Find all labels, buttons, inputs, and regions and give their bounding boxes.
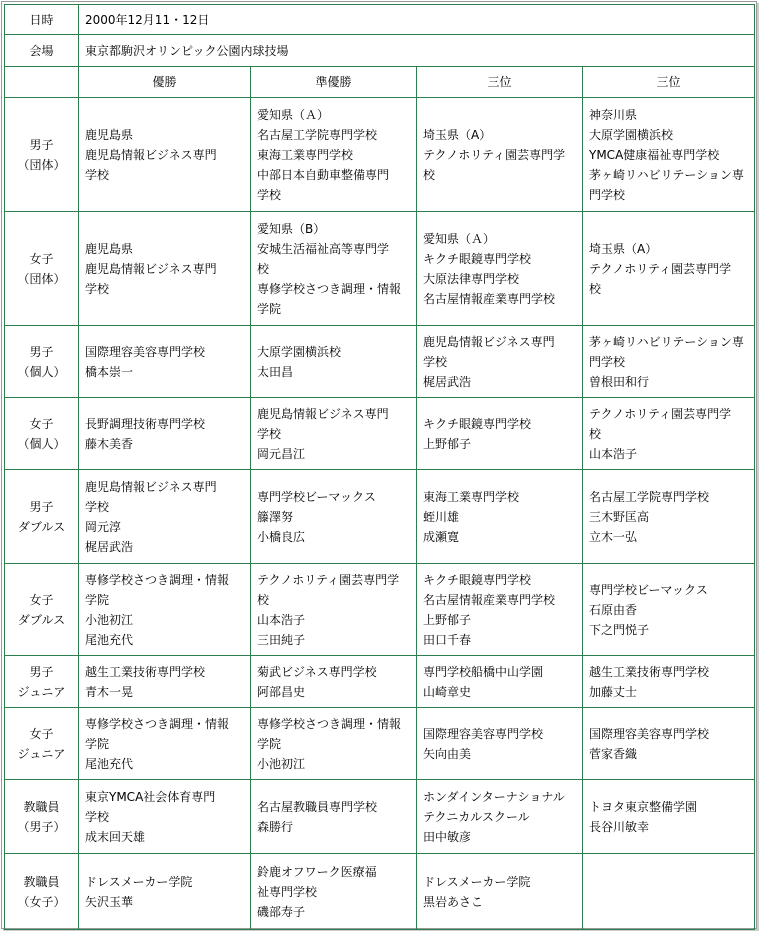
- result-line: 専修学校さつき調理・情報: [257, 281, 402, 296]
- result-line: 鹿児島情報ビジネス専門: [85, 261, 217, 276]
- result-line: 埼玉県（A）: [423, 127, 492, 142]
- result-line: YMCA健康福祉専門学校: [589, 147, 720, 162]
- result-line: キクチ眼鏡専門学校: [423, 416, 532, 431]
- header-row: [5, 67, 755, 98]
- result-line: 太田昌: [257, 364, 294, 379]
- result-line: 学院: [257, 736, 282, 751]
- result-line: 田口千春: [423, 632, 472, 647]
- result-cell-third-a: [417, 326, 583, 398]
- result-line: 尾池充代: [85, 756, 134, 771]
- result-line: 橋本崇一: [85, 364, 134, 379]
- date-row: [5, 5, 755, 35]
- result-row: [5, 470, 755, 564]
- result-cell-winner: [79, 854, 251, 930]
- result-cell-runner-up: [251, 470, 417, 564]
- result-line: 山本浩子: [257, 612, 306, 627]
- result-cell-third-b: [583, 564, 755, 656]
- result-line: 鹿児島情報ビジネス専門: [85, 479, 217, 494]
- result-line: 愛知県（Ａ）: [423, 231, 496, 246]
- category-label: [5, 398, 79, 470]
- result-cell-third-a: [417, 708, 583, 780]
- result-line: 上野郁子: [423, 436, 472, 451]
- header-runner-up: 準優勝: [251, 67, 417, 98]
- result-line: 菊武ビジネス専門学校: [257, 664, 377, 679]
- result-cell-third-a: [417, 564, 583, 656]
- category-line: 女子: [29, 251, 54, 266]
- result-line: 曽根田和行: [589, 374, 650, 389]
- results-table: [4, 4, 755, 930]
- result-cell-third-b: [583, 854, 755, 930]
- result-row: [5, 212, 755, 326]
- result-row: [5, 398, 755, 470]
- result-line: 小池初江: [257, 756, 306, 771]
- result-line: 尾池充代: [85, 632, 134, 647]
- result-line: 青木一晃: [85, 684, 134, 699]
- result-line: 学校: [257, 187, 282, 202]
- result-line: 名古屋情報産業専門学校: [423, 592, 556, 607]
- result-cell-winner: [79, 780, 251, 854]
- result-line: 大原学園横浜校: [589, 127, 674, 142]
- result-cell-winner: [79, 212, 251, 326]
- result-line: 名古屋工学院専門学校: [257, 127, 378, 142]
- result-cell-third-b: [583, 398, 755, 470]
- result-cell-winner: [79, 398, 251, 470]
- result-cell-runner-up: [251, 398, 417, 470]
- result-line: 梶居武浩: [85, 539, 134, 554]
- result-line: 埼玉県（A）: [589, 241, 658, 256]
- category-line: ジュニア: [17, 684, 66, 699]
- result-line: 成末回天雄: [85, 829, 146, 844]
- result-line: 門学校: [589, 187, 626, 202]
- result-line: 山崎章史: [423, 684, 472, 699]
- result-line: 森勝行: [257, 819, 294, 834]
- category-label: [5, 326, 79, 398]
- category-label: [5, 98, 79, 212]
- category-label: [5, 656, 79, 708]
- result-line: 安城生活福祉高等専門学: [257, 241, 390, 256]
- header-blank: [5, 67, 79, 98]
- result-line: 山本浩子: [589, 446, 638, 461]
- header-third-a: 三位: [417, 67, 583, 98]
- category-line: ダブルス: [17, 519, 66, 534]
- result-line: 長谷川敏幸: [589, 819, 650, 834]
- category-line: （個人）: [17, 436, 66, 451]
- result-cell-runner-up: [251, 656, 417, 708]
- result-row: [5, 98, 755, 212]
- result-row: [5, 564, 755, 656]
- result-line: 学校: [85, 809, 110, 824]
- result-line: 菅家香織: [589, 746, 638, 761]
- result-line: 東海工業専門学校: [257, 147, 354, 162]
- result-line: 鹿児島県: [85, 127, 134, 142]
- result-line: 東海工業専門学校: [423, 489, 520, 504]
- result-line: 国際理容美容専門学校: [85, 344, 206, 359]
- result-cell-third-b: [583, 708, 755, 780]
- result-cell-winner: [79, 656, 251, 708]
- result-line: 学校: [423, 354, 448, 369]
- category-line: （個人）: [17, 364, 66, 379]
- category-label: [5, 780, 79, 854]
- result-line: 名古屋教職員専門学校: [257, 799, 378, 814]
- result-cell-runner-up: [251, 564, 417, 656]
- result-line: テクノホリティ園芸専門学: [589, 406, 732, 421]
- category-line: 女子: [29, 726, 54, 741]
- result-line: 学校: [85, 499, 110, 514]
- result-cell-runner-up: [251, 780, 417, 854]
- result-line: 岡元昌江: [257, 446, 306, 461]
- result-line: 学院: [257, 301, 282, 316]
- result-line: 石原由香: [589, 602, 638, 617]
- result-line: 学校: [85, 167, 110, 182]
- result-line: 黒岩あさこ: [423, 894, 484, 909]
- result-line: 学院: [85, 736, 110, 751]
- result-line: 茅ヶ崎リハビリテーション専: [589, 167, 744, 182]
- category-line: （女子）: [17, 894, 66, 909]
- result-line: 三田純子: [257, 632, 306, 647]
- result-cell-third-b: [583, 212, 755, 326]
- header-winner: 優勝: [79, 67, 251, 98]
- result-cell-winner: [79, 470, 251, 564]
- result-line: 磯部寿子: [257, 904, 306, 919]
- result-line: 立木一弘: [589, 529, 638, 544]
- result-line: ドレスメーカー学院: [85, 874, 193, 889]
- category-line: 男子: [29, 664, 54, 679]
- result-line: 校: [589, 426, 602, 441]
- venue-row: [5, 35, 755, 67]
- result-line: 学校: [257, 426, 282, 441]
- result-cell-winner: [79, 564, 251, 656]
- result-line: テクニカルスクール: [423, 809, 530, 824]
- result-cell-third-b: [583, 98, 755, 212]
- result-line: 学院: [85, 592, 110, 607]
- result-line: 専門学校ビーマックス: [257, 489, 376, 504]
- result-line: 愛知県（B）: [257, 221, 326, 236]
- result-cell-winner: [79, 98, 251, 212]
- result-cell-third-b: [583, 656, 755, 708]
- result-line: 越生工業技術専門学校: [85, 664, 206, 679]
- result-cell-third-a: [417, 398, 583, 470]
- result-cell-third-a: [417, 98, 583, 212]
- result-line: テクノホリティ園芸専門学: [423, 147, 566, 162]
- result-line: キクチ眼鏡専門学校: [423, 572, 532, 587]
- results-table-body: [5, 5, 755, 930]
- date-label: 日時: [5, 5, 79, 35]
- result-line: テクノホリティ園芸専門学: [589, 261, 732, 276]
- result-cell-runner-up: [251, 98, 417, 212]
- result-line: 専修学校さつき調理・情報: [85, 572, 230, 587]
- category-line: 男子: [29, 137, 54, 152]
- result-line: 校: [257, 592, 270, 607]
- result-line: 祉専門学校: [257, 884, 318, 899]
- result-line: 大原法律専門学校: [423, 271, 520, 286]
- category-label: [5, 708, 79, 780]
- result-line: 阿部昌史: [257, 684, 306, 699]
- header-third-b: 三位: [583, 67, 755, 98]
- category-line: 男子: [29, 344, 54, 359]
- venue-label: 会場: [5, 35, 79, 67]
- result-row: [5, 708, 755, 780]
- result-line: 鹿児島情報ビジネス専門: [423, 334, 555, 349]
- result-row: [5, 326, 755, 398]
- result-line: 名古屋情報産業専門学校: [423, 291, 556, 306]
- date-value: 2000年12月11・12日: [79, 5, 755, 35]
- result-cell-third-a: [417, 470, 583, 564]
- result-line: 国際理容美容専門学校: [423, 726, 544, 741]
- category-line: ダブルス: [17, 612, 66, 627]
- category-label: [5, 470, 79, 564]
- category-line: 男子: [29, 499, 54, 514]
- category-line: （団体）: [17, 157, 66, 172]
- result-line: 専修学校さつき調理・情報: [257, 716, 402, 731]
- result-line: 鹿児島県: [85, 241, 134, 256]
- result-line: 三木野匡高: [589, 509, 650, 524]
- result-cell-runner-up: [251, 212, 417, 326]
- result-line: 専門学校ビーマックス: [589, 582, 708, 597]
- result-line: 大原学園横浜校: [257, 344, 342, 359]
- result-cell-third-b: [583, 780, 755, 854]
- result-line: 鹿児島情報ビジネス専門: [257, 406, 389, 421]
- result-line: 成瀬寛: [423, 529, 460, 544]
- result-cell-runner-up: [251, 708, 417, 780]
- category-line: 女子: [29, 592, 54, 607]
- result-line: テクノホリティ園芸専門学: [257, 572, 400, 587]
- result-cell-third-a: [417, 656, 583, 708]
- result-line: 岡元淳: [85, 519, 122, 534]
- category-line: （男子）: [17, 819, 66, 834]
- venue-value: 東京都駒沢オリンピック公園内球技場: [79, 35, 755, 67]
- result-line: 校: [423, 167, 436, 182]
- result-line: 小橋良広: [257, 529, 306, 544]
- result-cell-third-a: [417, 854, 583, 930]
- result-cell-third-b: [583, 470, 755, 564]
- result-line: 越生工業技術専門学校: [589, 664, 710, 679]
- result-line: 校: [257, 261, 270, 276]
- result-row: [5, 780, 755, 854]
- result-line: ホンダインターナショナル: [423, 789, 565, 804]
- result-line: 専門学校船橋中山学園: [423, 664, 544, 679]
- category-line: 教職員: [23, 799, 60, 814]
- result-line: キクチ眼鏡専門学校: [423, 251, 532, 266]
- result-line: 門学校: [589, 354, 626, 369]
- result-cell-winner: [79, 708, 251, 780]
- result-line: 下之門悦子: [589, 622, 650, 637]
- category-line: 女子: [29, 416, 54, 431]
- result-line: 学校: [85, 281, 110, 296]
- result-line: 藤木美香: [85, 436, 134, 451]
- result-line: 蛭川雄: [423, 509, 460, 524]
- result-line: 茅ヶ崎リハビリテーション専: [589, 334, 744, 349]
- result-cell-runner-up: [251, 854, 417, 930]
- category-line: （団体）: [17, 271, 66, 286]
- result-line: 籐澤努: [257, 509, 294, 524]
- category-line: 教職員: [23, 874, 60, 889]
- result-line: 梶居武浩: [423, 374, 472, 389]
- result-line: ドレスメーカー学院: [423, 874, 531, 889]
- category-label: [5, 854, 79, 930]
- result-cell-winner: [79, 326, 251, 398]
- category-label: [5, 564, 79, 656]
- result-line: 校: [589, 281, 602, 296]
- result-line: 中部日本自動車整備専門: [257, 167, 390, 182]
- result-line: 田中敏彦: [423, 829, 472, 844]
- result-line: 神奈川県: [589, 107, 638, 122]
- category-line: ジュニア: [17, 746, 66, 761]
- result-cell-third-a: [417, 780, 583, 854]
- result-row: [5, 656, 755, 708]
- result-line: 上野郁子: [423, 612, 472, 627]
- result-line: 鈴鹿オフワーク医療福: [257, 864, 377, 879]
- result-line: 長野調理技術専門学校: [85, 416, 206, 431]
- result-cell-third-a: [417, 212, 583, 326]
- result-line: 東京YMCA社会体育専門: [85, 789, 216, 804]
- result-line: トヨタ東京整備学園: [589, 799, 698, 814]
- result-cell-third-b: [583, 326, 755, 398]
- result-cell-runner-up: [251, 326, 417, 398]
- result-line: 小池初江: [85, 612, 134, 627]
- result-line: 専修学校さつき調理・情報: [85, 716, 230, 731]
- result-line: 名古屋工学院専門学校: [589, 489, 710, 504]
- result-line: 愛知県（Ａ）: [257, 107, 330, 122]
- result-line: 鹿児島情報ビジネス専門: [85, 147, 217, 162]
- result-line: 国際理容美容専門学校: [589, 726, 710, 741]
- category-label: [5, 212, 79, 326]
- result-row: [5, 854, 755, 930]
- result-line: 加藤丈士: [589, 684, 638, 699]
- result-line: 矢向由美: [423, 746, 472, 761]
- result-line: 矢沢玉華: [85, 894, 134, 909]
